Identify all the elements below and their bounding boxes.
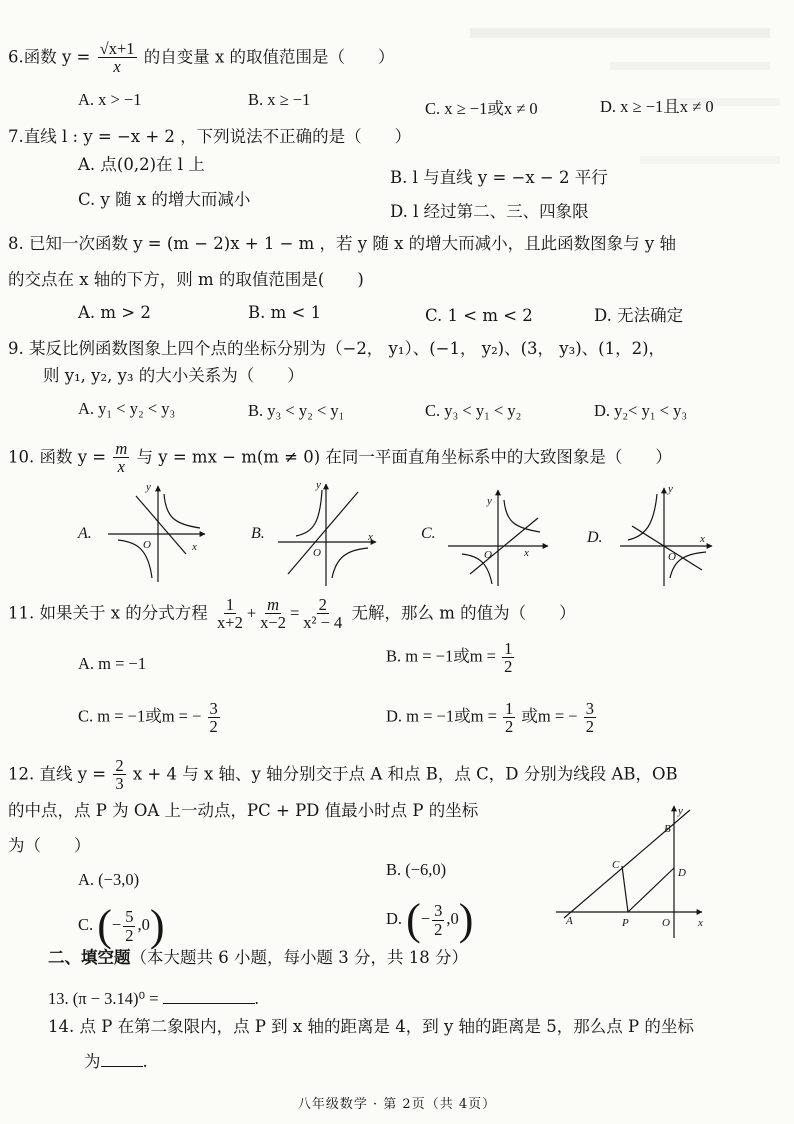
section2-title: 二、填空题: [48, 948, 131, 967]
q11-plus: +: [246, 603, 257, 623]
q12-point-c: C: [612, 859, 620, 871]
q8-line2: 的交点在 x 轴的下方，则 m 的取值范围是( ): [8, 270, 364, 289]
q10-d-axis-x: x: [700, 533, 705, 545]
q12-point-o: O: [662, 917, 670, 929]
q11-f3-den: x² − 4: [303, 613, 343, 633]
q12-stem: [8, 757, 678, 793]
q12-option-d: D. (− $\frac{3}{2}$ ,0): [386, 895, 474, 944]
q11-b-den: 2: [504, 657, 513, 677]
q10-a-axis-y: y: [146, 481, 151, 493]
q9-option-c: C. y₃ < y₁ < y₂: [425, 401, 522, 420]
q11-f2-den: x−2: [260, 613, 286, 633]
q11-f3-num: 2: [318, 595, 327, 614]
q8-option-a: A. m > 2: [78, 303, 151, 322]
q7-stem: 7.直线 l : y = −x + 2 ，下列说法不正确的是（ ）: [8, 127, 412, 146]
q12-segment-cp: [622, 866, 628, 912]
q11-option-c: [78, 700, 222, 736]
q10-graph-d: [586, 483, 712, 586]
q13: [48, 987, 259, 1011]
q14-line2: [84, 1050, 148, 1074]
q10-denominator: x: [117, 457, 125, 477]
q12-line2: 的中点，点 P 为 OA 上一动点，PC + PD 值最小时点 P 的坐标: [8, 801, 479, 820]
q7-option-c: C. y 随 x 的增大而减小: [78, 190, 251, 209]
q11-c-num: 3: [209, 699, 218, 718]
q11-c-pre: C. m = −1或m = −: [78, 706, 202, 726]
q14-line2-text: 为: [84, 1052, 101, 1071]
q11-option-d: [386, 700, 598, 736]
q11-d-num2: 3: [585, 699, 594, 718]
q12-d-pre: D.: [386, 908, 403, 928]
q9-option-d: D. y₂< y₁ < y₃: [594, 401, 688, 420]
q11-d-den1: 2: [505, 717, 514, 737]
q12-point-b: B: [664, 823, 671, 835]
q8-option-c: C. 1 < m < 2: [425, 306, 533, 325]
q13-text: 13. (π − 3.14)⁰ =: [48, 989, 159, 1008]
q10-a-origin: O: [143, 539, 151, 551]
q12-d-post: ,0: [446, 908, 459, 928]
q7-option-b: B. l 与直线 y = −x − 2 平行: [390, 168, 608, 187]
q12-figure: [552, 804, 712, 944]
q6-denominator: x: [113, 57, 121, 77]
q6-stem-b: 的自变量 x 的取值范围是（ ）: [143, 47, 395, 67]
q12-point-p: P: [622, 917, 629, 929]
q6-option-d: D. x ≥ −1且x ≠ 0: [600, 97, 714, 116]
q10-label-d: D.: [587, 529, 603, 546]
q12-segment-pd: [628, 868, 674, 912]
q11-option-b: [386, 640, 516, 676]
q9-line1: 9. 某反比例函数图象上四个点的坐标分别为（−2， y₁）、(−1， y₂)、(3， y₃)、(1，2)，: [8, 339, 666, 358]
q11-stem: [8, 596, 576, 632]
q9-option-b: B. y₃ < y₂ < y₁: [248, 401, 345, 420]
page-footer: 八年级数学 · 第 2页（共 4页）: [297, 1097, 497, 1112]
q10-numerator: m: [115, 439, 128, 458]
q10-stem-a: 10. 函数 y =: [8, 447, 107, 467]
q14-end: .: [142, 1052, 148, 1071]
q8-option-d: D. 无法确定: [594, 306, 684, 325]
q12-option-c: C. (− $\frac{5}{2}$ ,0): [78, 901, 165, 950]
q10-graph-b: [251, 479, 376, 586]
q12-option-a: A. (−3,0): [78, 870, 140, 889]
q11-f2-num: m: [267, 595, 280, 614]
q12-stem-a: 12. 直线 y =: [8, 764, 107, 784]
q12-axis-y: y: [678, 805, 683, 817]
q11-b-pre: B. m = −1或m =: [386, 646, 496, 666]
q10-c-axis-x: x: [524, 547, 529, 559]
q11-stem-b: 无解，那么 m 的值为（ ）: [351, 603, 576, 623]
q11-option-a: A. m = −1: [78, 654, 147, 673]
q8-line1: 8. 已知一次函数 y = (m − 2)x + 1 − m ，若 y 随 x 的增大而减小，且此函数图象与 y 轴: [8, 234, 676, 253]
q12-axis-x: x: [698, 917, 703, 929]
q6-stem: [8, 40, 395, 76]
q12-c-pre: C.: [78, 914, 94, 934]
q10-b-origin: O: [313, 547, 321, 559]
q12-stem-b: x + 4 与 x 轴、y 轴分别交于点 A 和点 B，点 C，D 分别为线段 AB，OB: [132, 764, 678, 784]
q10-stem: [8, 440, 672, 476]
q10-b-axis-y: y: [316, 479, 321, 491]
q10-d-origin: O: [668, 551, 676, 563]
q12-point-d: D: [678, 867, 686, 879]
q12-d-den: 2: [434, 919, 443, 939]
section2-note: （本大题共 6 小题，每小题 3 分，共 18 分）: [130, 948, 468, 967]
q10-graphs: [0, 478, 794, 588]
q10-stem-b: 与 y = mx − m(m ≠ 0) 在同一平面直角坐标系中的大致图象是（ ）: [136, 447, 672, 467]
q10-label-a: A.: [78, 525, 92, 542]
q12-d-num: 3: [434, 901, 443, 921]
q6-stem-a: 6.函数 y =: [8, 47, 91, 67]
q6-option-a: A. x > −1: [78, 90, 142, 109]
q9-line2: 则 y₁, y₂, y₃ 的大小关系为（ ）: [43, 366, 304, 385]
q10-d-axis-y: y: [668, 483, 673, 495]
q11-d-den2: 2: [585, 717, 594, 737]
q8-option-b: B. m < 1: [248, 303, 322, 322]
q12-option-b: B. (−6,0): [386, 860, 447, 879]
q12-line3: 为（ ）: [8, 836, 91, 855]
q11-d-pre: D. m = −1或m =: [386, 706, 497, 726]
q10-graph-c: [421, 490, 548, 586]
q12-numerator: 2: [115, 756, 124, 775]
q12-point-a: A: [566, 915, 573, 927]
q6-numerator: √x+1: [99, 39, 135, 58]
q10-c-axis-y: y: [487, 495, 492, 507]
q10-b-axis-x: x: [368, 531, 373, 543]
q11-d-mid: 或m = −: [521, 706, 578, 726]
q14-line1: 14. 点 P 在第二象限内，点 P 到 x 轴的距离是 4，到 y 轴的距离是 5，那么点 P 的坐标: [48, 1017, 694, 1036]
q11-f1-num: 1: [225, 595, 235, 614]
q13-end: .: [254, 989, 259, 1008]
q10-c-origin: O: [484, 549, 492, 561]
q11-f1-den: x+2: [217, 613, 243, 633]
q12-c-post: ,0: [137, 914, 150, 934]
q10-a-axis-x: x: [192, 541, 197, 553]
q14-answer-blank[interactable]: [101, 1066, 143, 1067]
q11-c-den: 2: [209, 717, 218, 737]
q6-option-c: C. x ≥ −1或x ≠ 0: [425, 99, 538, 118]
q7-option-d: D. l 经过第二、三、四象限: [390, 202, 589, 221]
q11-d-num1: 1: [505, 699, 514, 718]
q11-b-num: 1: [504, 639, 513, 658]
q11-eq: =: [289, 603, 300, 623]
section2-heading: [48, 946, 468, 970]
q9-option-a: A. y₁ < y₂ < y₃: [78, 399, 176, 418]
q13-answer-blank[interactable]: [163, 1003, 255, 1004]
q7-option-a: A. 点(0,2)在 l 上: [78, 155, 205, 174]
q12-c-num: 5: [125, 907, 134, 927]
q10-label-b: B.: [251, 525, 265, 542]
q10-graph-a: [77, 481, 205, 582]
q11-stem-a: 11. 如果关于 x 的分式方程: [8, 603, 208, 623]
q12-denominator: 3: [115, 774, 124, 794]
q10-label-c: C.: [421, 525, 436, 542]
q6-option-b: B. x ≥ −1: [248, 90, 311, 109]
q12-c-den: 2: [125, 925, 134, 945]
